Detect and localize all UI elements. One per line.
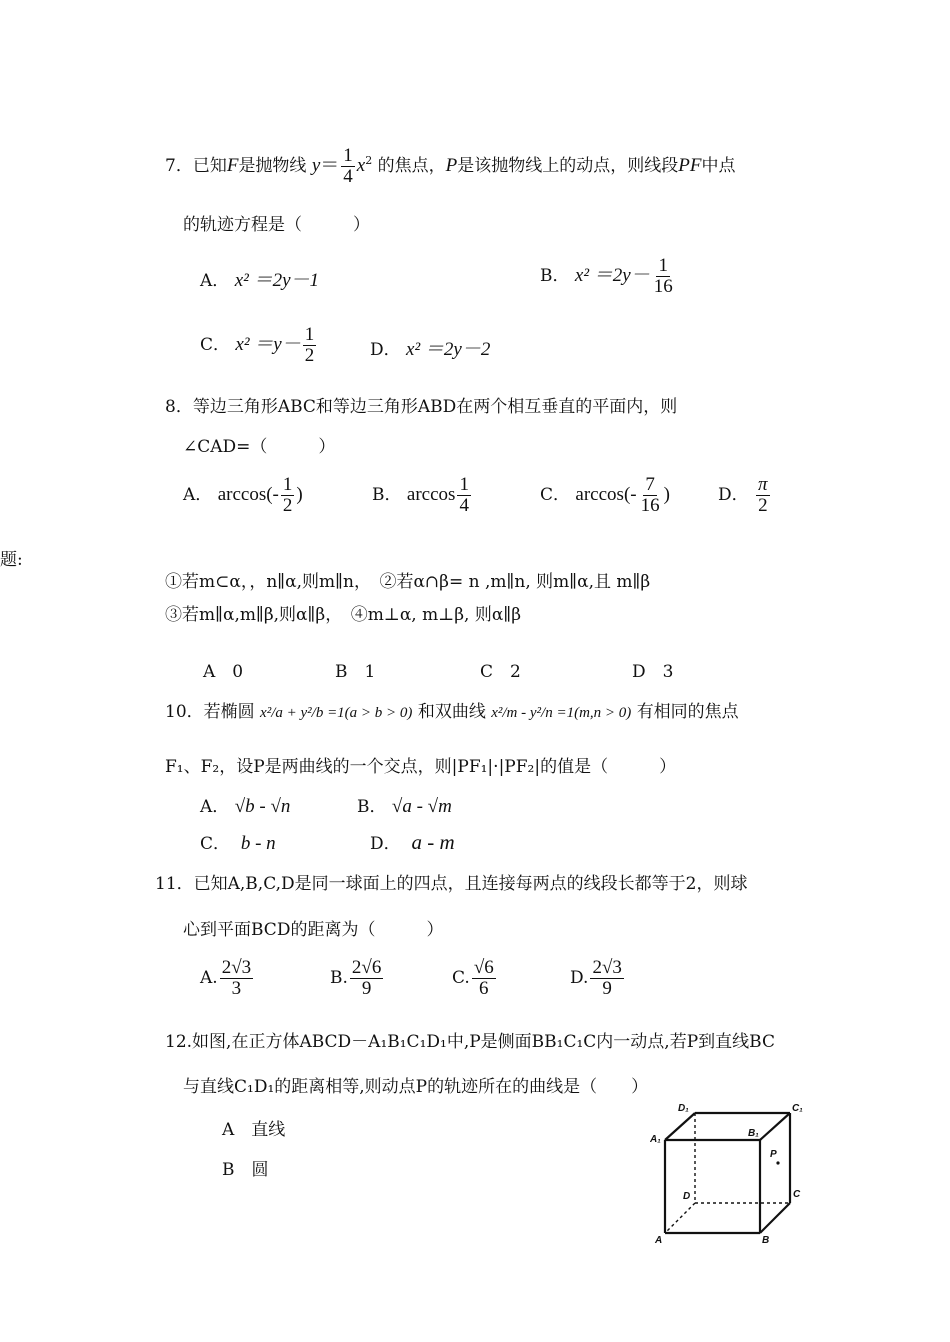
q8-option-a[interactable]: A． arccos(- $\frac{1}{2}$ ) xyxy=(183,474,303,516)
q12-option-b[interactable]: B 圆 xyxy=(222,1160,269,1180)
q7-option-b[interactable]: B． x² ＝2y－ $\frac{1}{16}$ xyxy=(540,255,673,297)
q7-option-c[interactable]: C． x² ＝y－ $\frac{1}{2}$ xyxy=(200,324,315,366)
q9-edge-text: 题: xyxy=(0,550,23,570)
q11-option-d[interactable]: D. $\frac{2√3}{9}$ xyxy=(570,957,622,999)
q9-option-c[interactable]: C 2 xyxy=(480,662,521,682)
q11-line1: 11．已知A,B,C,D是同一球面上的四点，且连接每两点的线段长都等于2，则球 xyxy=(155,874,748,894)
q8-option-c[interactable]: C． arccos(- $\frac{7}{16}$ ) xyxy=(540,474,670,516)
q7-frac: $\frac{1}{4}$ xyxy=(343,145,353,187)
q10-line2: F₁、F₂，设P是两曲线的一个交点，则|PF₁|·|PF₂|的值是（ ） xyxy=(165,757,677,777)
q10-line1: 10．若椭圆 x²/a + y²/b =1(a > b > 0) 和双曲线 x²/m - y²/n =1(m,n > 0) 有相同的焦点 xyxy=(165,702,739,722)
q9-option-b[interactable]: B 1 xyxy=(335,662,376,682)
edge-a1d1 xyxy=(665,1113,695,1140)
q8-option-b[interactable]: B． arccos $\frac{1}{4}$ xyxy=(372,474,469,516)
q11-option-b[interactable]: B. $\frac{2√6}{9}$ xyxy=(330,957,382,999)
label-c1: C₁ xyxy=(792,1103,803,1114)
q8-line1: 8．等边三角形ABC和等边三角形ABD在两个相互垂直的平面内，则 xyxy=(165,397,678,417)
label-b1: B₁ xyxy=(748,1128,759,1139)
label-a: A xyxy=(655,1235,663,1245)
cube-figure xyxy=(650,1085,825,1245)
q7-line2: 的轨迹方程是（ ） xyxy=(183,215,370,235)
q10-hyperbola-eq: x²/m - y²/n =1(m,n > 0) xyxy=(491,705,632,721)
label-b: B xyxy=(762,1235,770,1245)
q10-option-a[interactable]: A． √b - √n xyxy=(200,796,291,817)
q9-option-a[interactable]: A 0 xyxy=(203,662,244,682)
q10-option-d[interactable]: D． a - m xyxy=(370,830,455,854)
q10-ellipse-eq: x²/a + y²/b =1(a > b > 0) xyxy=(260,705,413,721)
q10-option-b[interactable]: B． √a - √m xyxy=(357,796,452,817)
q8-line2: ∠CAD=（ ） xyxy=(183,437,336,457)
label-c: C xyxy=(793,1189,801,1200)
q12-line1: 12.如图,在正方体ABCD－A₁B₁C₁D₁中,P是侧面BB₁C₁C内一动点,若P到直线BC xyxy=(165,1032,775,1052)
q9-option-d[interactable]: D 3 xyxy=(632,662,674,682)
label-d: D xyxy=(683,1191,691,1202)
q11-option-a[interactable]: A. $\frac{2√3}{3}$ xyxy=(200,957,252,999)
q7-line1: 7．已知F是抛物线 y＝ $\frac{1}{4}$ $x^2$ 的焦点，P是该抛物线上的动点，则线段PF中点 xyxy=(165,145,736,187)
label-p: P xyxy=(770,1149,777,1160)
q7-option-d[interactable]: D． x² ＝2y－2 xyxy=(370,339,491,360)
edge-c1b1 xyxy=(760,1113,790,1140)
q9-line1: ①若m⊂α，，n∥α,则m∥n， ②若α∩β= n ,m∥n, 则m∥α,且 m∥β xyxy=(165,572,651,592)
q12-option-a[interactable]: A 直线 xyxy=(222,1120,286,1140)
q12-line2: 与直线C₁D₁的距离相等,则动点P的轨迹所在的曲线是（ ） xyxy=(183,1077,649,1097)
edge-cb xyxy=(760,1203,790,1233)
q9-line2: ③若m∥α,m∥β,则α∥β， ④m⊥α, m⊥β, 则α∥β xyxy=(165,605,522,625)
q11-option-c[interactable]: C. $\frac{√6}{6}$ xyxy=(452,957,494,999)
q7-option-a[interactable]: A． x² ＝2y－1 xyxy=(200,270,320,291)
q10-option-c[interactable]: C． b - n xyxy=(200,833,276,854)
label-d1: D₁ xyxy=(678,1103,689,1114)
q11-line2: 心到平面BCD的距离为（ ） xyxy=(183,920,444,940)
q8-option-d[interactable]: D． $\frac{\pi}{2}$ xyxy=(718,474,768,516)
edge-da xyxy=(665,1203,695,1233)
point-p xyxy=(776,1161,779,1164)
label-a1: A₁ xyxy=(650,1134,661,1145)
